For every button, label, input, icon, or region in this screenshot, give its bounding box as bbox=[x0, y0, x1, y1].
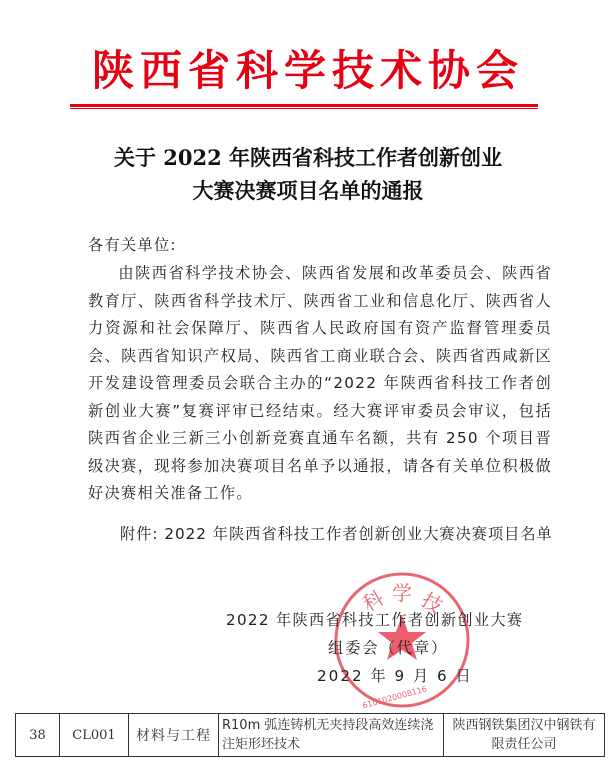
letterhead-divider bbox=[70, 104, 538, 107]
cell-category: 材料与工程 bbox=[129, 714, 219, 757]
document-title-line1: 关于 2022 年陕西省科技工作者创新创业 bbox=[113, 145, 503, 170]
cell-project-name: R10m 弧连铸机无夹持段高效连续浇注矩形坯技术 bbox=[219, 714, 444, 757]
cell-code: CL001 bbox=[60, 714, 129, 757]
salutation: 各有关单位: bbox=[88, 236, 177, 254]
table-row bbox=[16, 714, 605, 757]
project-table bbox=[15, 713, 605, 757]
svg-text:技: 技 bbox=[417, 587, 447, 619]
letterhead-organization: 陕西省科学技术协会 bbox=[91, 46, 524, 95]
letterhead-divider-thin bbox=[70, 108, 538, 109]
signature-organizer: 2022 年陕西省科技工作者创新创业大赛 bbox=[226, 611, 524, 629]
document-title-line2: 大赛决赛项目名单的通报 bbox=[192, 178, 424, 203]
svg-text:学: 学 bbox=[392, 581, 412, 605]
signature-committee: 组委会（代章） bbox=[328, 639, 449, 657]
svg-text:科: 科 bbox=[358, 585, 388, 617]
svg-text:6101020008116: 6101020008116 bbox=[361, 684, 428, 710]
signature-date: 2022 年 9 月 6 日 bbox=[317, 667, 473, 685]
cell-organization: 陕西钢铁集团汉中钢铁有限责任公司 bbox=[444, 714, 605, 757]
cell-no: 38 bbox=[16, 714, 60, 757]
body-paragraph: 由陕西省科学技术协会、陕西省发展和改革委员会、陕西省教育厅、陕西省科学技术厅、陕西省工业和信息化厅、陕西省人力资源和社会保障厅、陕西省人民政府国有资产监督管理委员会、陕西省知识产权局、陕西省工商业联合会、陕西省西咸新区开发建设管理委员会联合主办的“2022 年陕西省科技工作者创新创业大赛”复赛评审已经结束。经大赛评审委员会审议，包括陕西省企业三新三小创新竞赛直通车名额，共有 250 个项目晋级决赛，现将参加决赛项目名单予以通报，请各有关单位积极做好决赛相关准备工作。 bbox=[88, 264, 552, 502]
attachment-note: 附件: 2022 年陕西省科技工作者创新创业大赛决赛项目名单 bbox=[120, 525, 553, 543]
